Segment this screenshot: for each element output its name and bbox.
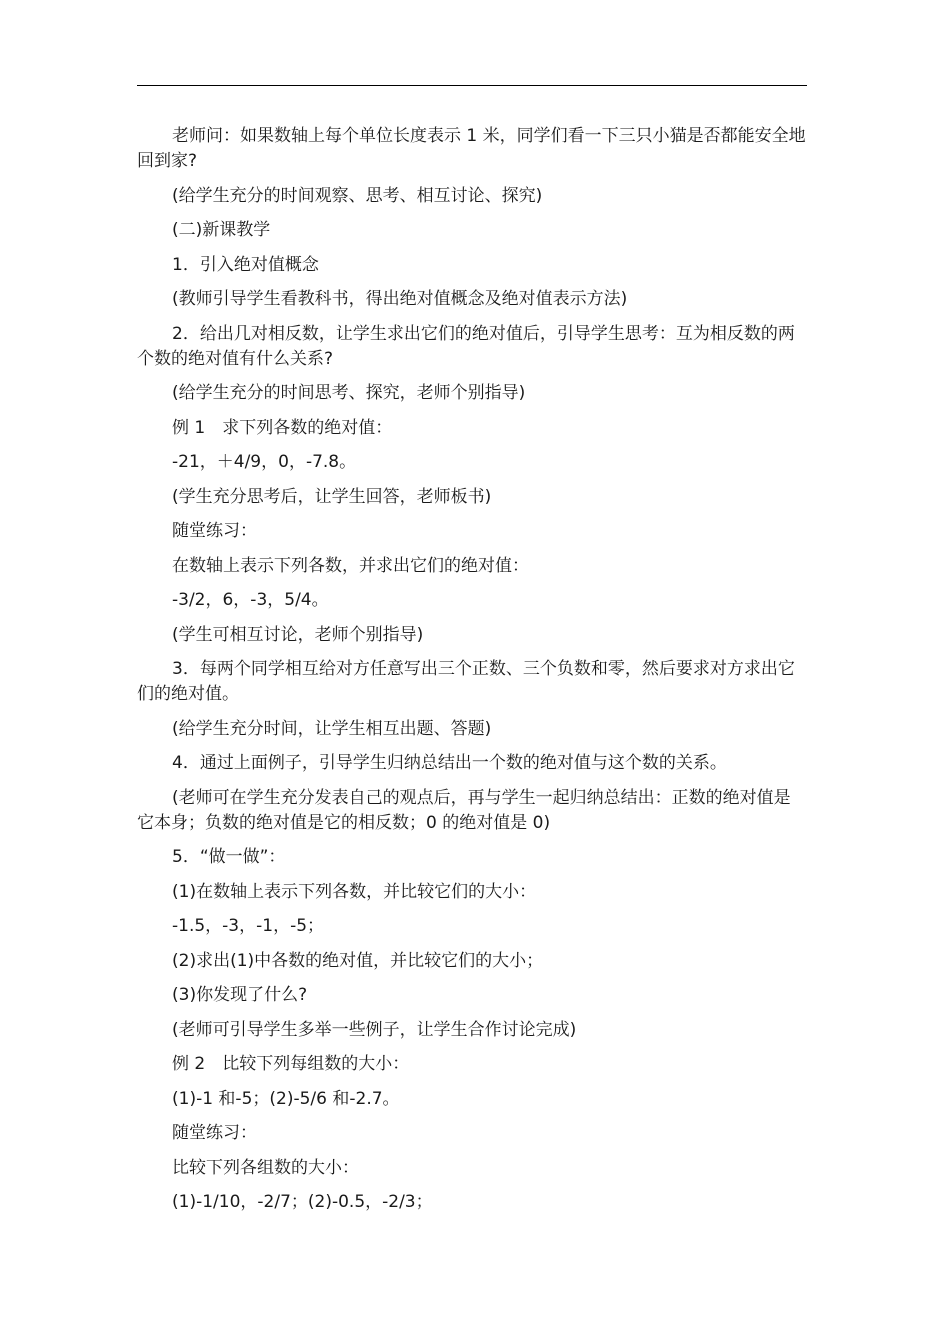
paragraph: 3．每两个同学相互给对方任意写出三个正数、三个负数和零，然后要求对方求出它们的绝对值。 [137,659,795,704]
paragraph: 比较下列各组数的大小： [172,1157,359,1178]
paragraph: (给学生充分时间，让学生相互出题、答题) [172,718,492,739]
header-rule [137,85,807,86]
paragraph: -3/2，6，-3，5/4。 [172,590,329,610]
paragraph: -1.5，-3，-1，-5； [172,916,325,936]
paragraph: (给学生充分的时间思考、探究，老师个别指导) [172,383,526,403]
paragraph: -21，＋4/9，0，-7.8。 [172,452,357,472]
paragraph: 2．给出几对相反数，让学生求出它们的绝对值后，引导学生思考：互为相反数的两个数的绝对值有什么关系? [137,323,795,369]
paragraph: 5．“做一做”： [172,847,286,867]
paragraph: 老师问：如果数轴上每个单位长度表示 1 米，同学们看一下三只小猫是否都能安全地回到家? [137,126,806,171]
paragraph: (2)求出(1)中各数的绝对值，并比较它们的大小； [172,950,544,971]
document-body [137,124,807,1225]
paragraph: (3)你发现了什么? [172,985,308,1005]
paragraph: (学生充分思考后，让学生回答，老师板书) [172,486,492,507]
example-heading: 例 1 求下列各数的绝对值： [172,417,393,438]
paragraph: (老师可引导学生多举一些例子，让学生合作讨论完成) [172,1019,577,1040]
paragraph: (给学生充分的时间观察、思考、相互讨论、探究) [172,185,543,206]
paragraph: 在数轴上表示下列各数，并求出它们的绝对值： [172,555,529,576]
exercise-heading: 随堂练习： [172,1123,257,1143]
paragraph: (学生可相互讨论，老师个别指导) [172,624,424,645]
paragraph: (1)-1/10，-2/7；(2)-0.5，-2/3； [172,1192,433,1212]
paragraph: (1)-1 和-5；(2)-5/6 和-2.7。 [172,1088,400,1109]
paragraph: (1)在数轴上表示下列各数，并比较它们的大小： [172,881,537,902]
paragraph: 4．通过上面例子，引导学生归纳总结出一个数的绝对值与这个数的关系。 [172,753,727,773]
exercise-heading: 随堂练习： [172,521,257,541]
section-heading: (二)新课教学 [172,220,271,240]
example-heading: 例 2 比较下列每组数的大小： [172,1054,410,1074]
paragraph: (老师可在学生充分发表自己的观点后，再与学生一起归纳总结出：正数的绝对值是它本身；负数的绝对值是它的相反数；0 的绝对值是 0) [137,787,791,833]
paragraph: (教师引导学生看教科书，得出绝对值概念及绝对值表示方法) [172,289,628,309]
paragraph: 1．引入绝对值概念 [172,254,319,275]
